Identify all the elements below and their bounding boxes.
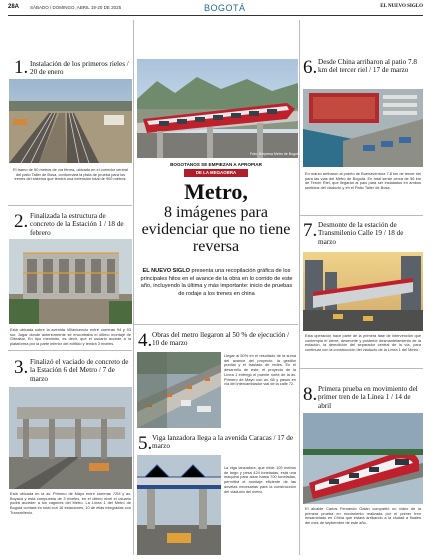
item-1-photo [9, 79, 132, 163]
item-8-title: Primera prueba en movimiento del primer tren de la Línea 1 / 14 de abril [318, 385, 418, 410]
section-title: BOGOTÁ [204, 3, 246, 13]
item-5-caption: La viga lanzadora, que mide 109 metros de largo y pesa 424 toneladas, está una máquina para alzar hasta 700 toneladas, permitirá el montaje eficiente de las dovelas necesarias para la construcción del viaducto del metro. [224, 465, 296, 494]
item-3-caption: Está ubicada en la av. Primero de Mayo entre carreras 72M y av. Boyacá y está compuesta de 3 niveles, en el último nivel el usuario podrá acceder a los vagones del Metro. La Línea 1 del Metro de Bogotá contará en total con 16 estaciones, 10 de ellas integradas con Transmilenio. [10, 491, 131, 515]
item-7-title: Desmonte de la estación de Transmilenio Calle 19 / 18 de marzo [318, 221, 404, 246]
item-4-photo [137, 352, 221, 428]
lead-text: presenta una recopilación gráfica de los principales hitos en el avance de la obra en lo corrido de este año, incluyendo la última y más importante: inicio de pruebas de rodaje a los trenes en china [140, 268, 293, 297]
item-2-photo [9, 239, 132, 324]
row-rule-right-2 [300, 368, 423, 369]
item-2-number: 2. [14, 211, 29, 232]
item-8-number: 8. [303, 384, 318, 405]
item-3-title: Finalizó el vaciado de concreto de la Estación 6 del Metro / 7 de marzo [30, 358, 129, 383]
item-6-caption: En marzo arribaron al puerto de Buenaventura 7.8 km de tercer riel para las vías del Metro de Bogotá. En total serán cerca de 56 km de Tercer Riel, que llegarán al país para ser instalados en ambos sentidos del viaducto y en el Patio Taller de Bosa. [305, 171, 421, 191]
column-rule-left [133, 20, 134, 555]
item-5-photo [137, 455, 221, 555]
item-8-caption: El alcalde Carlos Fernando Galán compartió un video de la primera prueba en movimiento realizada por el primer tren ensamblado en China que estará arribando a la ciudad a finales del mes de septiembre de este año. [305, 506, 421, 526]
item-5-title: Viga lanzadora llega a la avenida Caracas / 17 de marzo [152, 434, 294, 451]
row-rule-center [134, 324, 298, 325]
row-rule-left-2 [8, 350, 132, 351]
item-5-number: 5. [138, 433, 153, 454]
item-3-number: 3. [14, 357, 29, 378]
item-7-photo [303, 252, 423, 331]
item-1-title: Instalación de los primeros rieles / 20 de enero [30, 60, 129, 77]
item-8-photo [303, 413, 423, 504]
headline-main: Metro, [184, 179, 248, 204]
item-6-title: Desde China arribaron al patio 7.8 km del tercer riel / 17 de marzo [318, 58, 417, 75]
item-2-title: Finalizada la estructura de concreto de la Estación 1 / 18 de febrero [30, 212, 124, 237]
item-7-caption: Esta operación hace parte de la primera fase de intervención que contempla el cierre, desmonte y posterior desmantelamiento de la estación, la demolición del separador central de la vía, para continuar con la construcción del viaducto de la Línea 1 del Metro. [305, 333, 421, 353]
issue-date: SÁBADO / DOMINGO, ABRIL 19-20 DE 2025 [30, 5, 122, 10]
headline-kicker: BOGOTANOS SE EMPIEZAN A APROPIAR [170, 162, 262, 167]
item-4-caption: Llegar al 50% en el resultado de la suma del avance del proyecto, la gestión predial y el traslado de redes. En el desarrollo de este, el proyecto de la Línea 1 entregó el puente norte de la av. Primero de Mayo con av. 68 y pasos en vía del intercambiador vial de la calle 72. [224, 353, 296, 387]
lead-brand: EL NUEVO SIGLO [142, 268, 190, 274]
page-number: 28A [8, 4, 20, 10]
headline-kicker-band: DE LA MEGAOBRA [184, 169, 248, 177]
item-1-number: 1. [14, 57, 29, 78]
item-6-photo [303, 89, 423, 167]
main-headline [136, 180, 296, 255]
newspaper-logo: EL NUEVO SIGLO [380, 4, 423, 9]
center-photo-credit: Foto: Empresa Metro de Bogotá [250, 152, 300, 156]
item-7-number: 7. [303, 220, 318, 241]
item-1-caption: El tramo de 50 metros de vía férrea, ubicado en el corredor central del patio Taller de Bosa, conformará la pista de prueba para los trenes del sistema que tendrá una extensión total de 900 metros. [13, 167, 128, 182]
lead-paragraph [140, 268, 293, 298]
row-rule-right-1 [300, 215, 423, 216]
center-train-photo [137, 59, 298, 158]
item-6-number: 6. [303, 57, 318, 78]
item-3-photo [9, 387, 132, 489]
headline-sub: 8 imágenes para evidenciar que no tiene reversa [141, 204, 291, 255]
row-rule-left-1 [8, 205, 132, 206]
page-header [8, 4, 423, 16]
item-4-number: 4. [138, 330, 153, 351]
item-2-caption: Está ubicada sobre la avenida Villavicencio entre carreras 94 y 93 sur. Jugar donde anteriormente se encontraba el último montaje de Gibraltar. En tipo menimito, es decir, que el usuario accede a la plataforma por la parte inferior del edificio y tendrá 3 niveles. [10, 327, 131, 347]
column-rule-right [299, 20, 300, 555]
item-4-title: Obras del metro llegaron al 50 % de ejecución / 10 de marzo [152, 331, 290, 348]
